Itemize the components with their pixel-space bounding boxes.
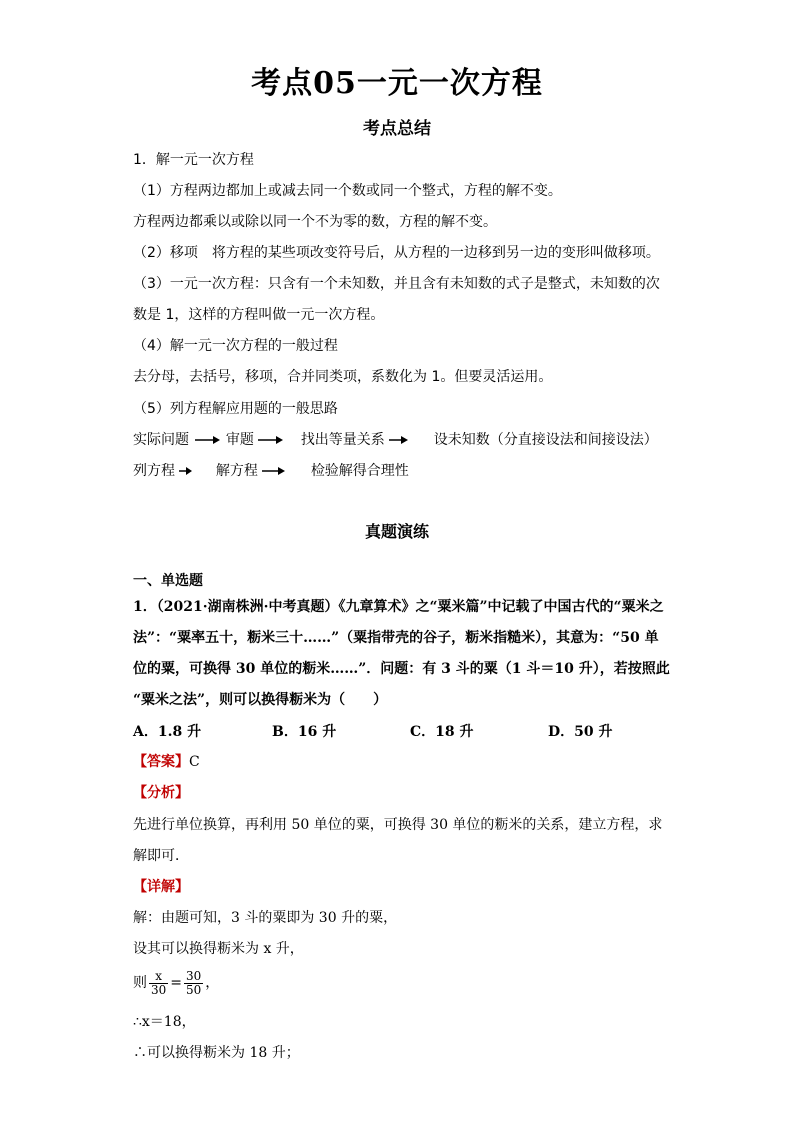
- flow-step: 找出等量关系: [300, 432, 385, 448]
- question-1-line-1: 1．（2021·湖南株洲·中考真题）《九章算术》之“粟米篇”中记载了中国古代的“粟米之: [133, 599, 664, 615]
- flow-step: 列方程: [133, 463, 175, 479]
- summary-item-4b: 去分母，去括号，移项，合并同类项，系数化为 1。但要灵活运用。: [133, 369, 553, 385]
- flow-step: 审题: [225, 432, 254, 448]
- question-1-line-2: 法”：“粟率五十，粝米三十……”（粟指带壳的谷子，粝米指糙米），其意为：“50 单: [133, 630, 659, 646]
- fraction-numerator: x: [149, 970, 168, 984]
- option-c: C．18 升: [410, 724, 474, 740]
- question-1-line-3: 位的粟，可换得 30 单位的粝米……”．问题：有 3 斗的粟（1 斗＝10 升），若按照此: [133, 661, 670, 677]
- detail-equation: [133, 968, 673, 998]
- arrow-right-icon: [389, 435, 409, 445]
- fraction-denominator: 30: [151, 982, 167, 997]
- analysis-line-2: 解即可．: [133, 848, 189, 864]
- question-1-line-4: “粟米之法”，则可以换得粝米为（ ）: [133, 692, 388, 708]
- flow-step: 解方程: [215, 463, 258, 479]
- detail-label: 【详解】: [133, 879, 189, 895]
- fraction-denominator: 50: [186, 982, 202, 997]
- summary-item-1: 1．解一元一次方程: [133, 152, 254, 168]
- summary-item-3b: 数是 1，这样的方程叫做一元一次方程。: [133, 307, 385, 323]
- equation-prefix: 则: [133, 975, 147, 991]
- arrow-right-icon: [193, 435, 221, 445]
- answer-label: 【答案】: [133, 754, 189, 770]
- summary-rule-1: （1）方程两边都加上或减去同一个数或同一个整式，方程的解不变。: [133, 183, 562, 199]
- section-heading-practice: 真题演练: [364, 522, 429, 541]
- fraction-left: [149, 970, 168, 997]
- arrow-right-icon: [179, 466, 193, 476]
- summary-item-3a: （3）一元一次方程：只含有一个未知数，并且含有未知数的式子是整式，未知数的次: [133, 276, 660, 292]
- summary-item-5: （5）列方程解应用题的一般思路: [133, 401, 338, 417]
- arrow-right-icon: [258, 435, 284, 445]
- question-type-heading: 一、单选题: [133, 573, 203, 589]
- detail-line-5: ∴可以换得粝米为 18 升；: [133, 1045, 300, 1061]
- detail-line-2: 设其可以换得粝米为 x 升，: [133, 941, 304, 957]
- summary-item-2: （2）移项 将方程的某些项改变符号后，从方程的一边移到另一边的变形叫做移项。: [133, 245, 660, 261]
- flow-step: 实际问题: [133, 432, 189, 448]
- analysis-line-1: 先进行单位换算，再利用 50 单位的粟，可换得 30 单位的粝米的关系，建立方程，求: [133, 817, 663, 833]
- arrow-right-icon: [262, 466, 286, 476]
- fraction-right: [184, 970, 203, 997]
- summary-item-4: （4）解一元一次方程的一般过程: [133, 338, 338, 354]
- summary-rule-2: 方程两边都乘以或除以同一个不为零的数，方程的解不变。: [133, 214, 497, 230]
- option-b: B．16 升: [272, 724, 337, 740]
- flow-step: 检验解得合理性: [310, 463, 409, 479]
- equation-suffix: ，: [205, 975, 220, 991]
- page-title: 考点05一元一次方程: [251, 66, 543, 101]
- answer-line: [133, 752, 673, 772]
- detail-line-4: ∴x＝18，: [133, 1014, 196, 1030]
- flow-row-1: [133, 430, 673, 450]
- option-d: D．50 升: [548, 724, 613, 740]
- section-heading-summary: 考点总结: [363, 119, 431, 139]
- flow-step: 设未知数（分直接设法和间接设法）: [433, 432, 658, 448]
- option-a: A．1.8 升: [133, 724, 202, 740]
- flow-row-2: [133, 461, 673, 481]
- answer-value: C: [189, 754, 200, 770]
- fraction-numerator: 30: [186, 968, 202, 983]
- equals-sign: =: [170, 975, 183, 991]
- analysis-label: 【分析】: [133, 785, 189, 801]
- detail-line-1: 解：由题可知，3 斗的粟即为 30 升的粟，: [133, 910, 398, 926]
